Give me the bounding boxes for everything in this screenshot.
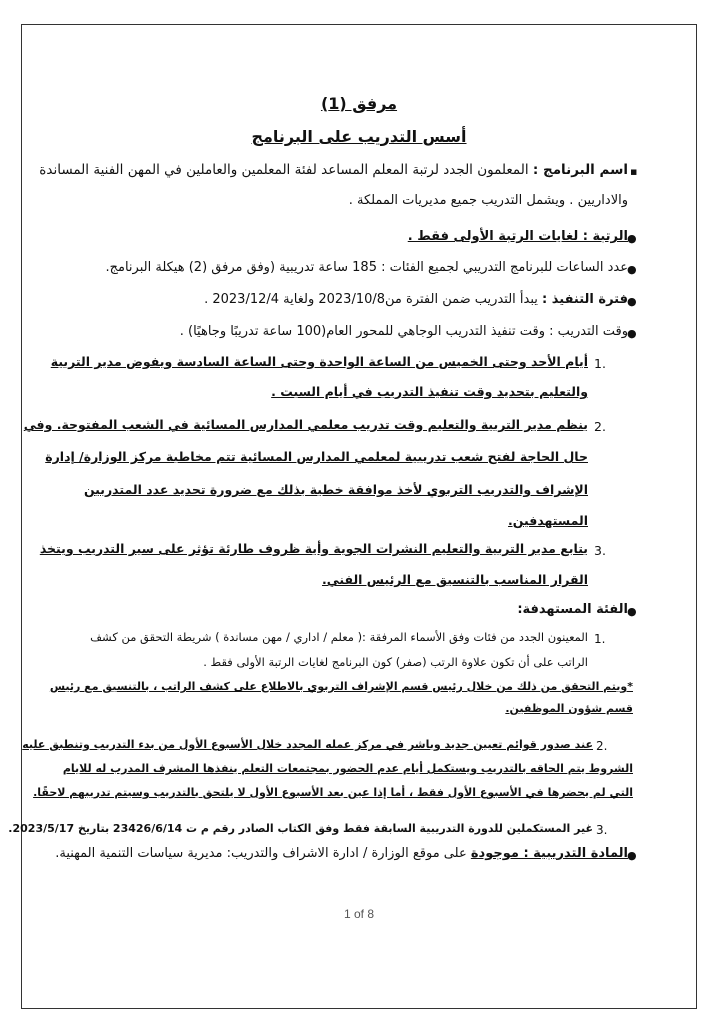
program-line2: والاداريين . ويشمل التدريب جميع مديريات المملكة . bbox=[348, 193, 628, 208]
item-number: 3. bbox=[594, 543, 606, 558]
item-number: 3. bbox=[596, 823, 608, 837]
item-number: 1. bbox=[594, 632, 606, 646]
training-item2-line4: المستهدفين. bbox=[508, 513, 588, 528]
training-item3-line2: القرار المناسب بالتنسيق مع الرئيس الفني. bbox=[321, 572, 588, 587]
training-item2-line3: الإشراف والتدريب التربوي لأخذ موافقة خطية بذلك مع ضرورة تحديد عدد المتدربين bbox=[83, 482, 588, 497]
training-item2-line1: ينظم مدير التربية والتعليم وقت تدريب معلمي المدارس المسائية في الشعب المفتوحة. وفي bbox=[23, 417, 588, 432]
target-item3-line1: غير المستكملين للدورة التدريبية السابقة فقط وفق الكتاب الصادر رقم م ت 23426/6/14 بتاريخ 2023/5/17. bbox=[8, 822, 593, 835]
period-section bbox=[204, 292, 628, 307]
target-item2-line1: عند صدور قوائم تعيين جديد وباشر في مركز عمله المجدد خلال الأسبوع الأول من بدء التدريب وتنطبق عليه bbox=[22, 738, 593, 751]
target-item2-line3: التي لم يحضرها في الأسبوع الأول فقط ، أما إذا عين بعد الأسبوع الأول لا يلتحق بالتدريب وسيتم تدريبهم لاحقًا. bbox=[33, 786, 633, 799]
page-title: مرفق (1) bbox=[320, 94, 398, 113]
target-item2-line2: الشروط يتم الحاقه بالتدريب ويستكمل أيام عدم الحضور بمجتمعات التعلم ينفذها المشرف المدرب له للايام bbox=[62, 762, 633, 775]
period-label: فترة التنفيذ : bbox=[542, 292, 628, 307]
bullet-dot-icon: ● bbox=[627, 849, 637, 862]
training-item3-line1: يتابع مدير التربية والتعليم النشرات الجوية وأية ظروف طارئة تؤثر على سير التدريب ويتخذ bbox=[39, 541, 588, 556]
material-section bbox=[55, 846, 628, 861]
page-subtitle: أسس التدريب على البرنامج bbox=[251, 127, 467, 146]
period-text: يبدأ التدريب ضمن الفترة من2023/10/8 ولغاية 2023/12/4 . bbox=[204, 292, 538, 307]
rank-text: الرتبة : لغايات الرتبة الأولى فقط . bbox=[407, 229, 628, 244]
target-note-line1: *ويتم التحقق من ذلك من خلال رئيس قسم الإشراف التربوي بالاطلاع على كشف الراتب ، بالتنسيق مع رئيس bbox=[49, 680, 633, 693]
material-text: على موقع الوزارة / ادارة الاشراف والتدريب: مديرية سياسات التنمية المهنية. bbox=[55, 846, 467, 861]
hours-text: عدد الساعات للبرنامج التدريبي لجميع الفئات : 185 ساعة تدريبية (وفق مرفق (2) هيكلة البرنامج. bbox=[105, 260, 628, 275]
target-note-line2: قسم شؤون الموظفين. bbox=[505, 702, 633, 715]
training-item2-line2: حال الحاجة لفتح شعب تدريبية لمعلمي المدارس المسائية تتم مخاطبة مركز الوزارة/ إدارة bbox=[45, 449, 588, 464]
item-number: 2. bbox=[594, 419, 606, 434]
training-item1-line2: والتعليم بتحديد وقت تنفيذ التدريب في أيام السبت . bbox=[271, 384, 588, 399]
bullet-dot-icon: ● bbox=[627, 327, 637, 340]
program-label: اسم البرنامج : bbox=[532, 162, 628, 178]
target-item1-line2: الراتب على أن تكون علاوة الرتب (صفر) كون البرنامج لغايات الرتبة الأولى فقط . bbox=[203, 655, 588, 669]
program-line1: المعلمون الجدد لرتبة المعلم المساعد لفئة المعلمين والعاملين في المهن الفنية المساندة bbox=[39, 162, 529, 178]
bullet-dot-icon: ● bbox=[627, 263, 637, 276]
target-label: الفئة المستهدفة: bbox=[517, 602, 628, 617]
page-number: 1 of 8 bbox=[343, 907, 375, 921]
material-label: المادة التدريبية : موجودة bbox=[470, 846, 628, 861]
bullet-dot-icon: ● bbox=[627, 605, 637, 618]
bullet-dot-icon: ● bbox=[627, 295, 637, 308]
target-item1-line1: المعينون الجدد من فئات وفق الأسماء المرفقة :( معلم / اداري / مهن مساندة ) شريطة التحقق من كشف bbox=[90, 630, 588, 644]
item-number: 2. bbox=[596, 739, 608, 753]
training-time-text: وقت التدريب : وقت تنفيذ التدريب الوجاهي للمحور العام(100 ساعة تدريبًا وجاهيًا) . bbox=[179, 324, 628, 339]
training-item1-line1: أيام الأحد وحتى الخميس من الساعة الواحدة وحتى الساعة السادسة ويفوض مدير التربية bbox=[50, 354, 588, 369]
program-section bbox=[39, 162, 628, 178]
item-number: 1. bbox=[594, 356, 606, 371]
bullet-square-icon: ▪ bbox=[630, 165, 638, 178]
bullet-dot-icon: ● bbox=[627, 232, 637, 245]
